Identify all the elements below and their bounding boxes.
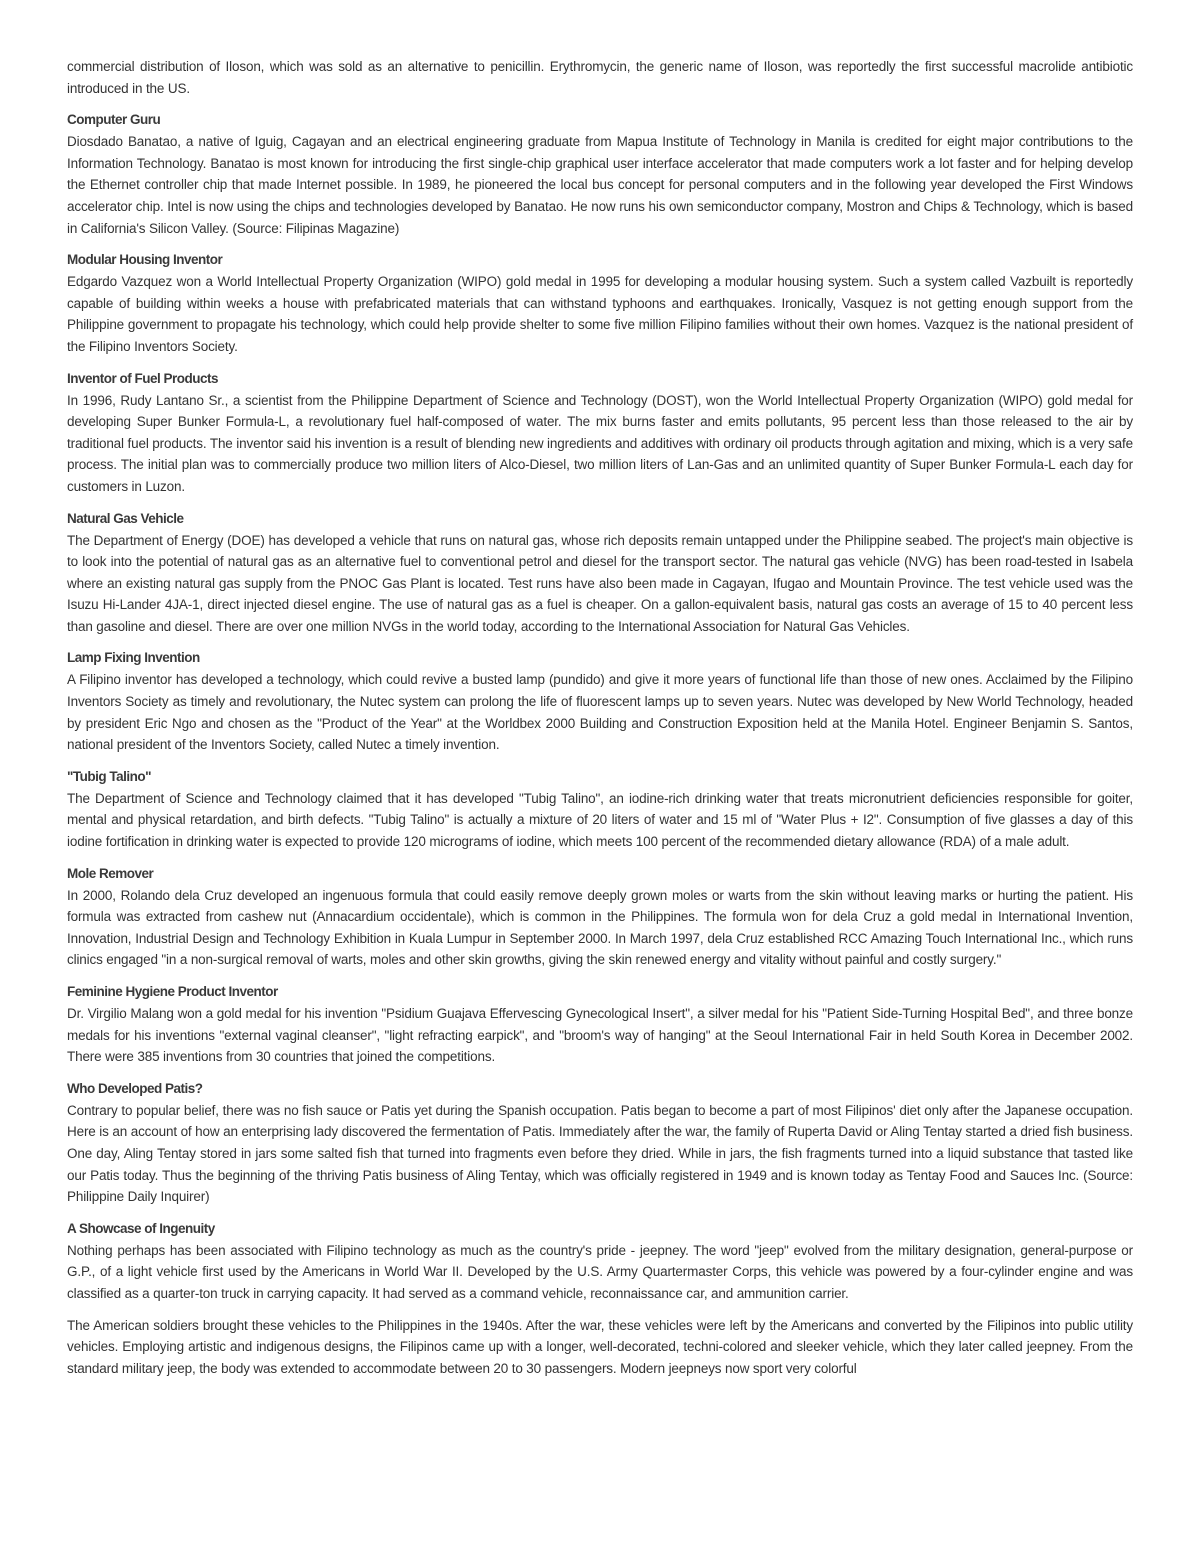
section-paragraph: The American soldiers brought these vehicles to the Philippines in the 1940s. After the war, these vehicles were left by the Americans and converted by the Filipinos into public utility vehicles. Employing artistic and indigenous designs, the Filipinos came up with a longer, well-decorated, techni-colored and sleeker vehicle, which they later called jeepney. From the standard military jeep, the body was extended to accommodate between 20 to 30 passengers. Modern jeepneys now sport very colorful bbox=[67, 1317, 1133, 1376]
section-title: Mole Remover bbox=[67, 865, 154, 881]
section-modular-housing-inventor bbox=[67, 250, 1133, 357]
section-title: Computer Guru bbox=[67, 112, 161, 128]
intro-paragraph: commercial distribution of Iloson, which was sold as an alternative to penicillin. Erythromycin, the generic name of Iloson, was reportedly the first successful macrolide antibiotic introduced in the US. bbox=[67, 59, 1133, 96]
section-paragraph: A Filipino inventor has developed a technology, which could revive a busted lamp (pundido) and give it more years of functional life than those of new ones. Acclaimed by the Filipino Inventors Society as timely and revolutionary, the Nutec system can prolong the life of fluorescent lamps up to seven years. Nutec was developed by New World Technology, headed by president Eric Ngo and chosen as the "Product of the Year" at the Worldbex 2000 Building and Construction Exposition held at the Manila Hotel. Engineer Benjamin S. Santos, national president of the Inventors Society, called Nutec a timely invention. bbox=[67, 672, 1133, 753]
section-feminine-hygiene-product-inventor bbox=[67, 982, 1133, 1068]
section-paragraph: The Department of Science and Technology claimed that it has developed "Tubig Talino", an iodine-rich drinking water that treats micronutrient deficiencies responsible for goiter, mental and physical retardation, and birth defects. "Tubig Talino" is actually a mixture of 20 liters of water and 15 ml of "Water Plus + I2". Consumption of five glasses a day of this iodine fortification in drinking water is expected to provide 120 micrograms of iodine, which meets 100 percent of the recommended dietary allowance (RDA) of a male adult. bbox=[67, 790, 1133, 850]
section-paragraph: Contrary to popular belief, there was no fish sauce or Patis yet during the Spanish occupation. Patis began to become a part of most Filipinos' diet only after the Japanese occupation. Here is an account of how an enterprising lady discovered the fermentation of Patis. Immediately after the war, the family of Ruperta David or Aling Tentay started a dried fish business. One day, Aling Tentay stored in jars some salted fish that turned into fragments even before they dried. While in jars, the fish fragments turned into a liquid substance that tasted like our Patis today. Thus the beginning of the thriving Patis business of Aling Tentay, which was officially registered in 1949 and is known today as Tentay Food and Sauces Inc. (Source: Philippine Daily Inquirer) bbox=[67, 1102, 1133, 1205]
section-title: Natural Gas Vehicle bbox=[67, 510, 184, 526]
section-paragraph: The Department of Energy (DOE) has developed a vehicle that runs on natural gas, whose rich deposits remain untapped under the Philippine seabed. The project's main objective is to look into the potential of natural gas as an alternative fuel to conventional petrol and diesel for the transport sector. The natural gas vehicle (NVG) has been road-tested in Isabela where an existing natural gas supply from the PNOC Gas Plant is located. Test runs have also been made in Cagayan, Ifugao and Mountain Province. The test vehicle used was the Isuzu Hi-Lander 4JA-1, direct injected diesel engine. The use of natural gas as a fuel is cheaper. On a gallon-equivalent basis, natural gas costs an average of 15 to 40 percent less than gasoline and diesel. There are over one million NVGs in the world today, according to the International Association for Natural Gas Vehicles. bbox=[67, 532, 1133, 634]
document-page bbox=[67, 56, 1133, 1379]
section-paragraph: Nothing perhaps has been associated with Filipino technology as much as the country's pride - jeepney. The word "jeep" evolved from the military designation, general-purpose or G.P., of a light vehicle first used by the Americans in World War II. Developed by the U.S. Army Quartermaster Corps, this vehicle was powered by a four-cylinder engine and was classified as a quarter-ton truck in carrying capacity. It had served as a command vehicle, reconnaissance car, and ammunition carrier. bbox=[67, 1242, 1133, 1301]
section-lamp-fixing-invention bbox=[67, 648, 1133, 755]
section-paragraph: In 1996, Rudy Lantano Sr., a scientist from the Philippine Department of Science and Technology (DOST), won the World Intellectual Property Organization (WIPO) gold medal for developing Super Bunker Formula-L, a revolutionary fuel half-composed of water. The mix burns faster and emits pollutants, 95 percent less than those released to the air by traditional fuel products. The inventor said his invention is a result of blending new ingredients and additives with ordinary oil products through agitation and mixing, which is a very safe process. The initial plan was to commercially produce two million liters of Alco-Diesel, two million liters of Lan-Gas and an unlimited quantity of Super Bunker Formula-L each day for customers in Luzon. bbox=[67, 392, 1133, 494]
section-paragraph: Edgardo Vazquez won a World Intellectual Property Organization (WIPO) gold medal in 1995 for developing a modular housing system. Such a system called Vazbuilt is reportedly capable of building within weeks a house with prefabricated materials that can withstand typhoons and earthquakes. Ironically, Vasquez is not getting enough support from the Philippine government to propagate his technology, which could help provide shelter to some five million Filipino families without their own homes. Vazquez is the national president of the Filipino Inventors Society. bbox=[67, 274, 1133, 354]
section-paragraph: Diosdado Banatao, a native of Iguig, Cagayan and an electrical engineering graduate from Mapua Institute of Technology in Manila is credited for eight major contributions to the Information Technology. Banatao is most known for introducing the first single-chip graphical user interface accelerator that made computers work a lot faster and for helping develop the Ethernet controller chip that made Internet possible. In 1989, he pioneered the local bus concept for personal computers and in the following year developed the First Windows accelerator chip. Intel is now using the chips and technologies developed by Banatao. He now runs his own semiconductor company, Mostron and Chips & Technology, which is based in California's Silicon Valley. (Source: Filipinas Magazine) bbox=[67, 134, 1133, 236]
section-mole-remover bbox=[67, 864, 1133, 971]
section-computer-guru bbox=[67, 110, 1133, 239]
section-inventor-of-fuel-products bbox=[67, 369, 1133, 498]
section-who-developed-patis bbox=[67, 1079, 1133, 1208]
section-a-showcase-of-ingenuity bbox=[67, 1219, 1133, 1380]
section-title: A Showcase of Ingenuity bbox=[67, 1220, 215, 1236]
section-natural-gas-vehicle bbox=[67, 509, 1133, 638]
section-title: Feminine Hygiene Product Inventor bbox=[67, 984, 278, 999]
section-title: Who Developed Patis? bbox=[67, 1080, 203, 1096]
section-paragraph: In 2000, Rolando dela Cruz developed an ingenuous formula that could easily remove deeply grown moles or warts from the skin without leaving marks or hurting the patient. His formula was extracted from cashew nut (Annacardium occidentale), which is common in the Philippines. The formula won for dela Cruz a gold medal in International Invention, Innovation, Industrial Design and Technology Exhibition in Kuala Lumpur in September 2000. In March 1997, dela Cruz established RCC Amazing Touch International Inc., which runs clinics engaged "in a non-surgical removal of warts, moles and other skin growths, giving the skin renewed energy and vitality without painful and costly surgery." bbox=[67, 887, 1133, 968]
section-title: "Tubig Talino" bbox=[67, 768, 152, 784]
section-title: Modular Housing Inventor bbox=[67, 252, 223, 268]
section-tubig-talino bbox=[67, 767, 1133, 853]
section-title: Inventor of Fuel Products bbox=[67, 370, 219, 386]
section-paragraph: Dr. Virgilio Malang won a gold medal for his invention "Psidium Guajava Effervescing Gynecological Insert", a silver medal for his "Patient Side-Turning Hospital Bed", and three bonze medals for his inventions "external vaginal cleanser", "light refracting earpick", and "broom's way of hanging" at the Seoul International Fair in held South Korea in December 2002. There were 385 inventions from 30 countries that joined the competitions. bbox=[67, 1006, 1133, 1065]
section-title: Lamp Fixing Invention bbox=[67, 650, 200, 666]
